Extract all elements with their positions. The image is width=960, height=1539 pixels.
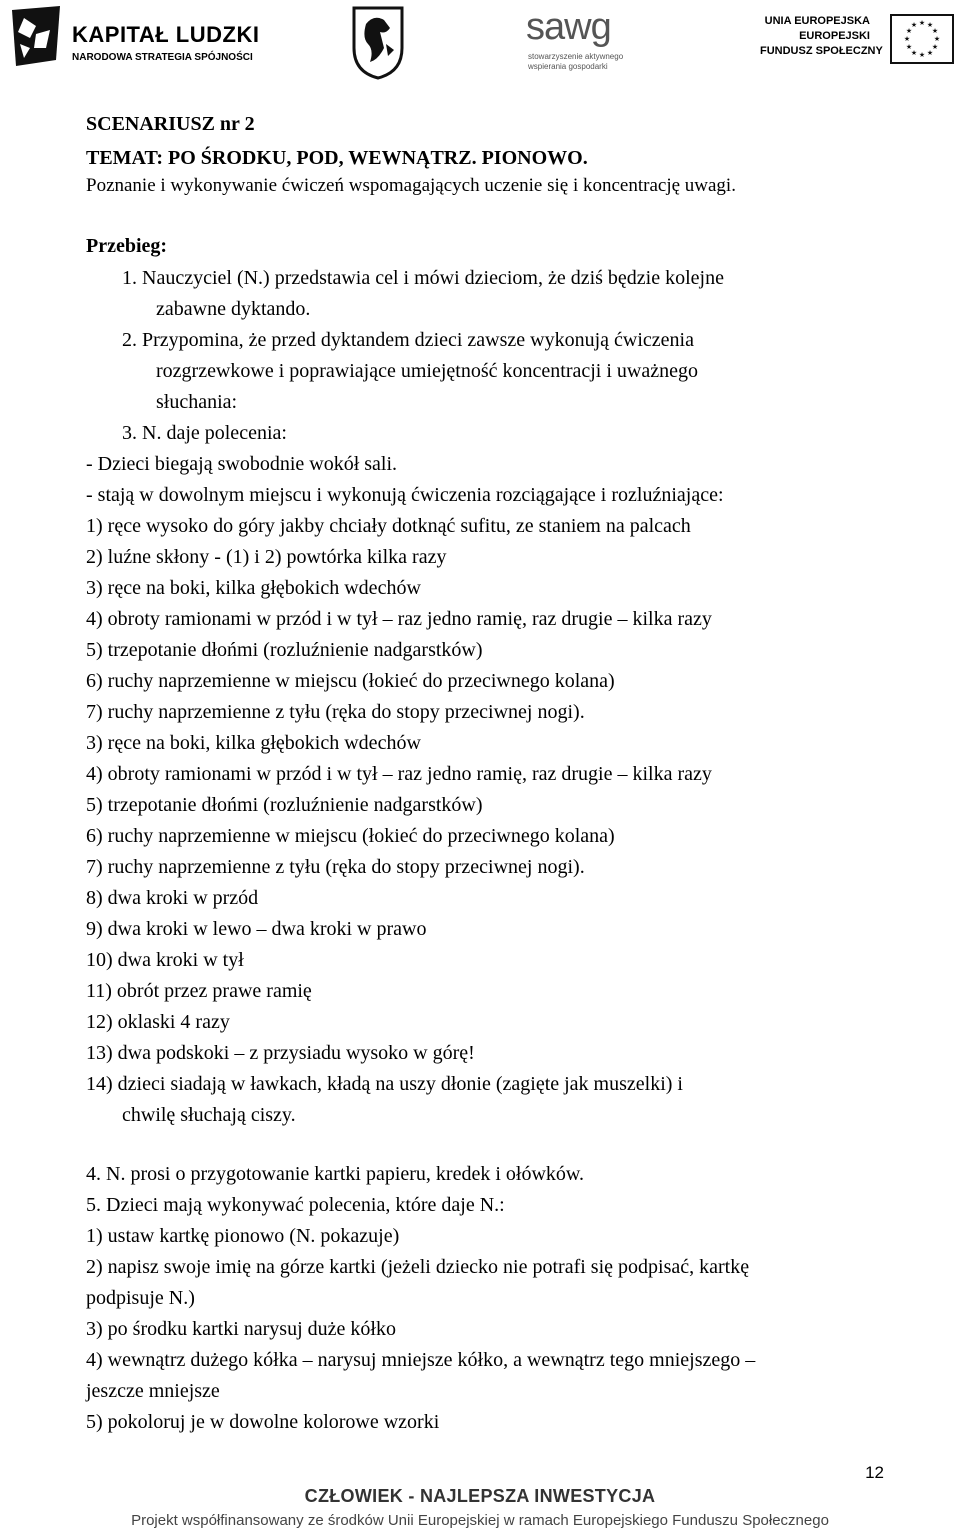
svg-text:★: ★ <box>905 43 913 51</box>
doc-line: słuchania: <box>156 391 238 413</box>
doc-line: 4) obroty ramionami w przód i w tył – raz jedno ramię, raz drugie – kilka razy <box>86 608 712 630</box>
doc-line: chwilę słuchają ciszy. <box>122 1104 296 1126</box>
doc-title: SCENARIUSZ nr 2 <box>86 113 255 135</box>
doc-line: rozgrzewkowe i poprawiające umiejętność koncentracji i uważnego <box>156 360 698 382</box>
doc-line: 3. N. daje polecenia: <box>122 422 287 444</box>
doc-line: 4) obroty ramionami w przód i w tył – raz jedno ramię, raz drugie – kilka razy <box>86 763 712 785</box>
kapital-ludzki-title: KAPITAŁ LUDZKI <box>72 22 260 47</box>
svg-text:★: ★ <box>918 19 926 27</box>
doc-topic: TEMAT: PO ŚRODKU, POD, WEWNĄTRZ. PIONOWO. <box>86 147 588 169</box>
eu-stars-flag-icon <box>890 14 954 64</box>
doc-line: 4) wewnątrz dużego kółka – narysuj mniejsze kółko, a wewnątrz tego mniejszego – <box>86 1349 756 1371</box>
eu-text-line-2: EUROPEJSKI <box>799 30 870 42</box>
eu-logo <box>760 14 960 70</box>
doc-line: 4. N. prosi o przygotowanie kartki papieru, kredek i ołówków. <box>86 1163 585 1185</box>
doc-line: 9) dwa kroki w lewo – dwa kroki w prawo <box>86 918 427 940</box>
doc-przebieg-heading: Przebieg: <box>86 235 168 257</box>
doc-line: 3) po środku kartki narysuj duże kółko <box>86 1318 396 1340</box>
footer-title: CZŁOWIEK - NAJLEPSZA INWESTYCJA <box>304 1486 656 1506</box>
doc-line: jeszcze mniejsze <box>86 1380 220 1402</box>
doc-line: 1. Nauczyciel (N.) przedstawia cel i mówi dzieciom, że dziś będzie kolejne <box>122 267 724 289</box>
svg-text:★: ★ <box>931 43 939 51</box>
eu-text-line-3: FUNDUSZ SPOŁECZNY <box>760 45 883 57</box>
sawg-name: sawg <box>526 6 611 48</box>
doc-line: 1) ustaw kartkę pionowo (N. pokazuje) <box>86 1225 400 1247</box>
doc-line: - stają w dowolnym miejscu i wykonują ćwiczenia rozciągające i rozluźniające: <box>86 484 724 506</box>
pomorskie-crest-logo <box>350 4 406 80</box>
sawg-subtitle <box>528 52 623 72</box>
footer-subtitle: Projekt współfinansowany ze środków Unii Europejskiej w ramach Europejskiego Funduszu Społecznego <box>131 1512 829 1529</box>
doc-line: 12) oklaski 4 razy <box>86 1011 230 1033</box>
doc-line: 5. Dzieci mają wykonywać polecenia, które daje N.: <box>86 1194 505 1216</box>
sawg-subtitle-line-2: wspierania gospodarki <box>528 62 608 71</box>
svg-text:★: ★ <box>905 27 913 35</box>
doc-line: 11) obrót przez prawe ramię <box>86 980 312 1002</box>
page-header <box>0 0 960 90</box>
svg-text:★: ★ <box>926 49 934 57</box>
page-number: 12 <box>865 1463 884 1482</box>
doc-line: 10) dwa kroki w tył <box>86 949 244 971</box>
doc-line: podpisuje N.) <box>86 1287 195 1309</box>
doc-line: 3) ręce na boki, kilka głębokich wdechów <box>86 732 421 754</box>
eu-text-line-1: UNIA EUROPEJSKA <box>764 15 870 27</box>
doc-line: 14) dzieci siadają w ławkach, kładą na uszy dłonie (zagięte jak muszelki) i <box>86 1073 683 1095</box>
kapital-ludzki-subtitle: NARODOWA STRATEGIA SPÓJNOŚCI <box>72 52 253 63</box>
doc-line: 13) dwa podskoki – z przysiadu wysoko w górę! <box>86 1042 475 1064</box>
svg-text:★: ★ <box>910 49 918 57</box>
sawg-subtitle-line-1: stowarzyszenie aktywnego <box>528 52 624 61</box>
kapital-ludzki-emblem-icon <box>6 4 66 70</box>
doc-line: zabawne dyktando. <box>156 298 311 320</box>
doc-line: 1) ręce wysoko do góry jakby chciały dotknąć sufitu, ze staniem na palcach <box>86 515 691 537</box>
doc-line: 5) trzepotanie dłońmi (rozluźnienie nadgarstków) <box>86 794 483 816</box>
kapital-ludzki-logo <box>6 4 260 70</box>
doc-line: 6) ruchy naprzemienne w miejscu (łokieć do przeciwnego kolana) <box>86 670 615 692</box>
doc-line: 7) ruchy naprzemienne z tyłu (ręka do stopy przeciwnej nogi). <box>86 856 585 878</box>
doc-line: 7) ruchy naprzemienne z tyłu (ręka do stopy przeciwnej nogi). <box>86 701 585 723</box>
doc-line: 5) trzepotanie dłońmi (rozluźnienie nadgarstków) <box>86 639 483 661</box>
eu-text <box>760 14 883 59</box>
doc-goal: Poznanie i wykonywanie ćwiczeń wspomagających uczenie się i koncentrację uwagi. <box>86 175 736 196</box>
svg-text:★: ★ <box>918 51 926 59</box>
svg-text:★: ★ <box>926 21 934 29</box>
svg-text:★: ★ <box>903 35 911 43</box>
griffin-crest-icon <box>350 4 406 80</box>
doc-line: 3) ręce na boki, kilka głębokich wdechów <box>86 577 421 599</box>
doc-line: - Dzieci biegają swobodnie wokół sali. <box>86 453 398 475</box>
svg-text:★: ★ <box>931 27 939 35</box>
doc-line: 6) ruchy naprzemienne w miejscu (łokieć do przeciwnego kolana) <box>86 825 615 847</box>
doc-line: 8) dwa kroki w przód <box>86 887 259 909</box>
svg-text:★: ★ <box>933 35 941 43</box>
doc-line: 2) luźne skłony - (1) i 2) powtórka kilka razy <box>86 546 447 568</box>
doc-line: 2) napisz swoje imię na górze kartki (jeżeli dziecko nie potrafi się podpisać, kartkę <box>86 1256 750 1278</box>
svg-text:★: ★ <box>910 21 918 29</box>
doc-line: 2. Przypomina, że przed dyktandem dzieci zawsze wykonują ćwiczenia <box>122 329 694 351</box>
sawg-logo <box>526 6 656 86</box>
doc-line: 5) pokoloruj je w dowolne kolorowe wzorki <box>86 1411 440 1433</box>
